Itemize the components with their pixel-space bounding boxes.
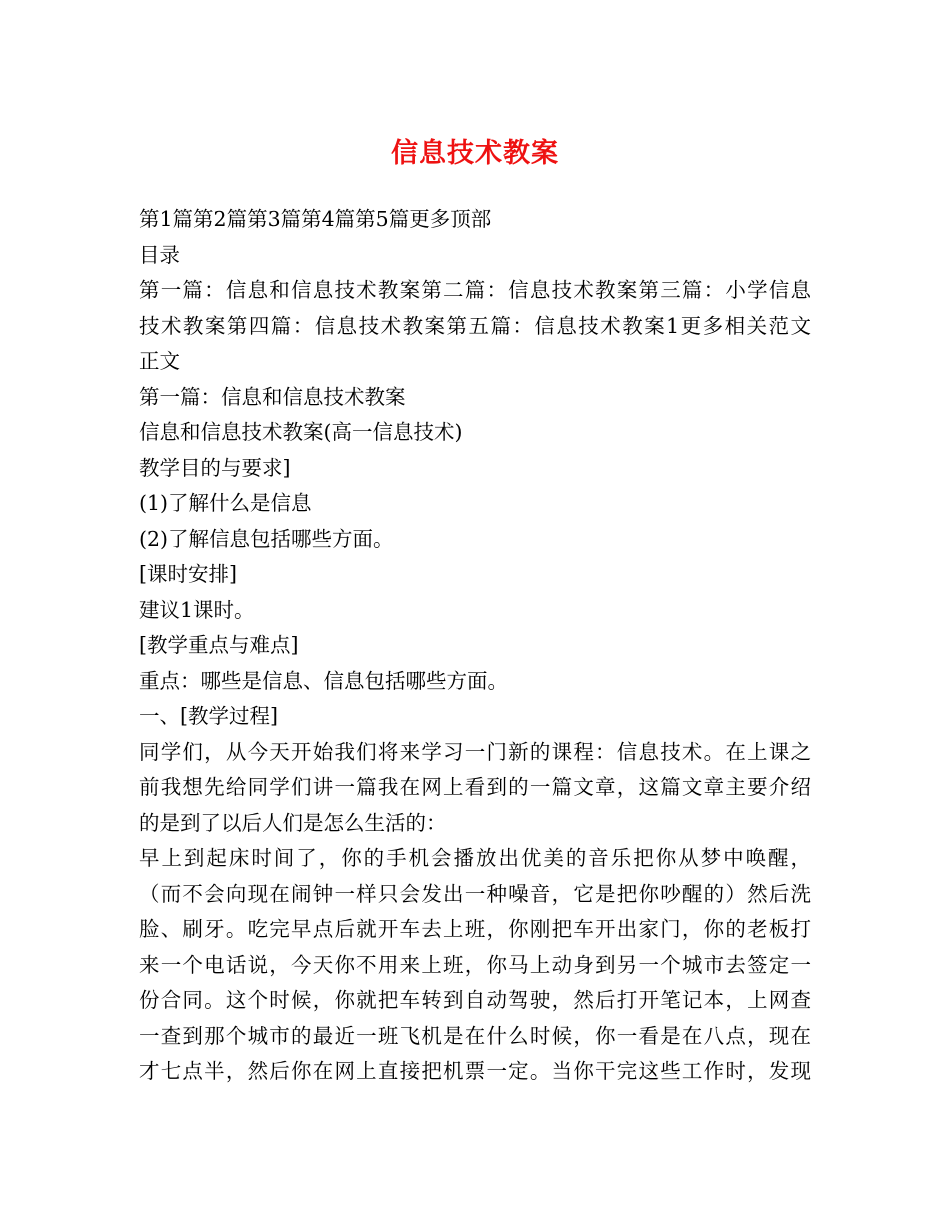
text-line: 正文 xyxy=(139,349,180,373)
text-line: 才七点半，然后你在网上直接把机票一定。当你干完这些工作时，发现 xyxy=(139,1059,811,1083)
text-line: 脸、刷牙。吃完早点后就开车去上班，你刚把车开出家门，你的老板打 xyxy=(139,917,811,941)
text-line: 技术教案第四篇：信息技术教案第五篇：信息技术教案1更多相关范文 xyxy=(139,313,811,338)
text-line: (2)了解信息包括哪些方面。 xyxy=(139,526,394,551)
document-title: 信息技术教案 xyxy=(391,138,559,169)
text-line: 第一篇：信息和信息技术教案 xyxy=(139,384,406,409)
text-line: 重点：哪些是信息、信息包括哪些方面。 xyxy=(139,668,508,693)
text-line: [课时安排] xyxy=(139,562,237,586)
text-line: 来一个电话说，今天你不用来上班，你马上动身到另一个城市去签定一 xyxy=(139,952,811,977)
text-line: [教学重点与难点] xyxy=(139,633,299,657)
text-line: 目录 xyxy=(139,242,180,267)
text-line: 的是到了以后人们是怎么生活的： xyxy=(139,810,447,835)
text-line: 教学目的与要求] xyxy=(139,455,291,480)
text-line: 一、[教学过程] xyxy=(139,704,278,728)
text-line: 第一篇：信息和信息技术教案第二篇：信息技术教案第三篇：小学信息 xyxy=(139,278,811,302)
text-line: (1)了解什么是信息 xyxy=(139,491,312,515)
text-line: 一查到那个城市的最近一班飞机是在什么时候，你一看是在八点，现在 xyxy=(139,1023,811,1048)
document-body xyxy=(139,202,811,1090)
text-line: 第1篇第2篇第3篇第4篇第5篇更多顶部 xyxy=(139,207,492,231)
text-line: 前我想先给同学们讲一篇我在网上看到的一篇文章，这篇文章主要介绍 xyxy=(139,775,811,799)
text-line: （而不会向现在闹钟一样只会发出一种噪音，它是把你吵醒的）然后洗 xyxy=(139,881,811,906)
text-line: 同学们，从今天开始我们将来学习一门新的课程：信息技术。在上课之 xyxy=(139,739,811,764)
text-line: 建议1课时。 xyxy=(139,597,255,622)
text-line: 份合同。这个时候，你就把车转到自动驾驶，然后打开笔记本，上网查 xyxy=(139,988,811,1012)
text-line: 早上到起床时间了，你的手机会播放出优美的音乐把你从梦中唤醒， xyxy=(139,846,811,870)
text-line: 信息和信息技术教案(高一信息技术) xyxy=(139,420,463,444)
